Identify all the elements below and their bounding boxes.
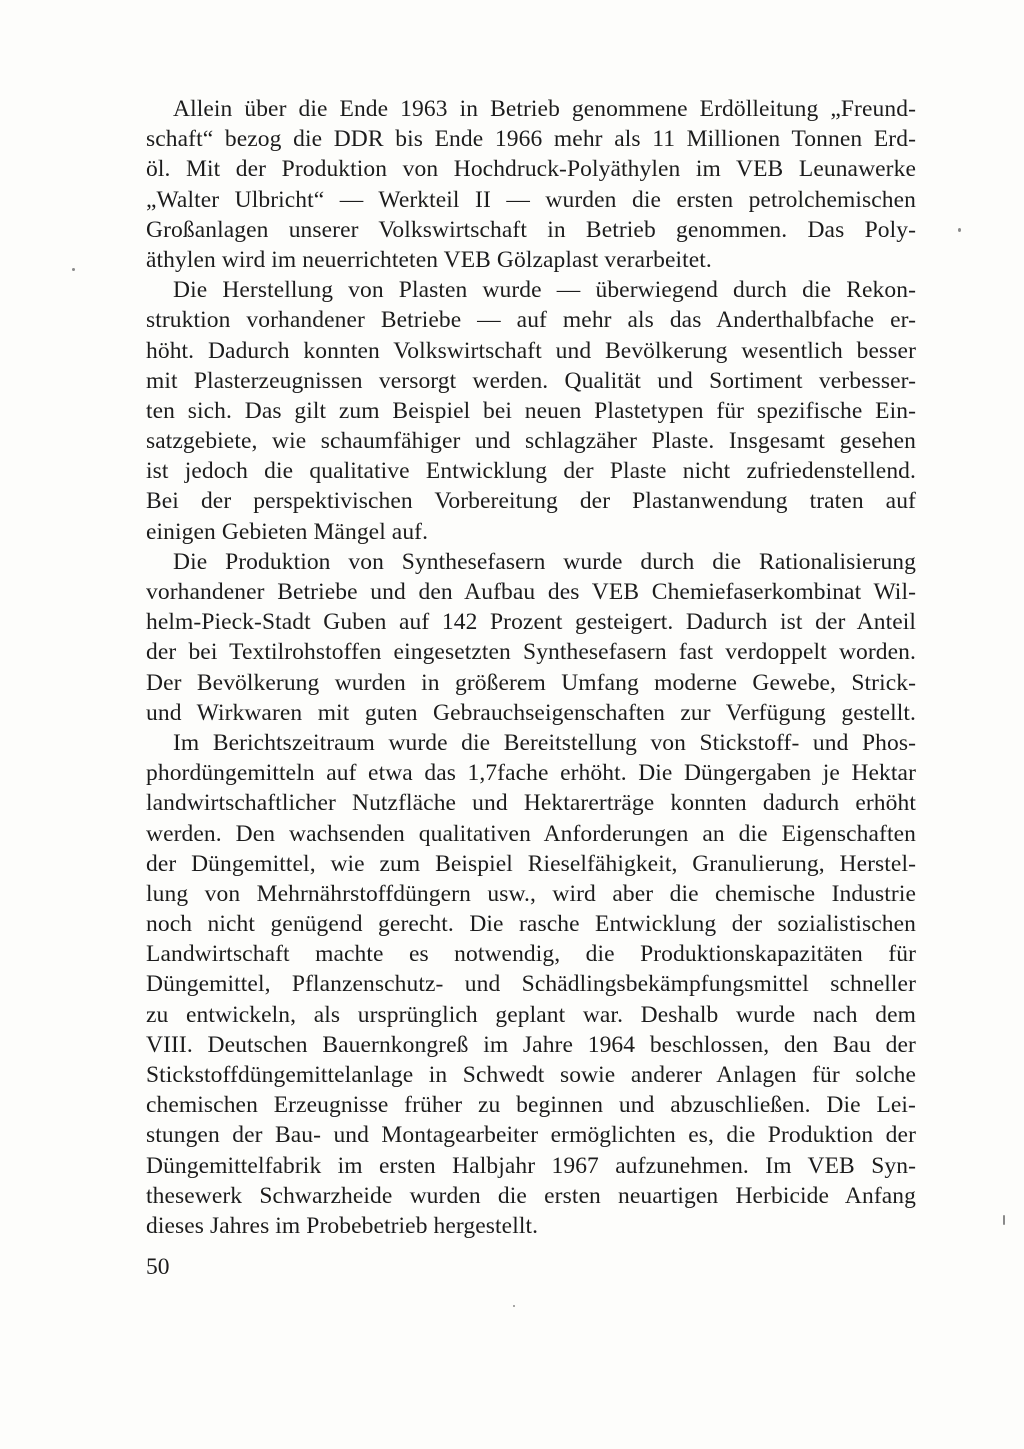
text-line: helm-Pieck-Stadt Guben auf 142 Prozent gesteigert. Dadurch ist der Anteil (146, 609, 916, 636)
text-line: Allein über die Ende 1963 in Betrieb genommene Erdölleitung „Freund- (173, 96, 916, 122)
text-line: schaft“ bezog die DDR bis Ende 1966 mehr als 11 Millionen Tonnen Erd- (146, 126, 916, 153)
text-line: höht. Dadurch konnten Volkswirtschaft und Bevölkerung wesentlich besser (146, 337, 916, 364)
paragraph-4 (146, 728, 916, 1241)
text-line: „Walter Ulbricht“ — Werkteil II — wurden die ersten petrolchemischen (146, 186, 916, 213)
text-line: Im Berichtszeitraum wurde die Bereitstellung von Stickstoff- und Phos- (173, 729, 916, 756)
text-line: der bei Textilrohstoffen eingesetzten Synthesefasern fast verdoppelt worden. (146, 639, 916, 666)
scan-speck (513, 1305, 515, 1307)
text-line: VIII. Deutschen Bauernkongreß im Jahre 1964 beschlossen, den Bau der (146, 1031, 916, 1058)
text-line: Düngemittelfabrik im ersten Halbjahr 1967 aufzunehmen. Im VEB Syn- (146, 1152, 916, 1179)
text-line: struktion vorhandener Betriebe — auf mehr als das Anderthalbfache er- (146, 307, 916, 334)
text-line: Bei der perspektivischen Vorbereitung der Plastanwendung traten auf (146, 488, 916, 515)
text-line: vorhandener Betriebe und den Aufbau des VEB Chemiefaserkombinat Wil- (146, 579, 916, 605)
paragraph-1 (146, 94, 916, 275)
text-line: Großanlagen unserer Volkswirtschaft in Betrieb genommen. Das Poly- (146, 216, 916, 243)
text-line: ten sich. Das gilt zum Beispiel bei neuen Plastetypen für spezifische Ein- (146, 397, 916, 424)
text-line: phordüngemitteln auf etwa das 1,7fache erhöht. Die Düngergaben je Hektar (146, 760, 916, 787)
text-line: satzgebiete, wie schaumfähiger und schlagzäher Plaste. Insgesamt gesehen (146, 428, 916, 455)
scan-speck (958, 228, 961, 232)
scan-speck (1003, 1215, 1005, 1225)
text-line: Düngemittel, Pflanzenschutz- und Schädlingsbekämpfungsmittel schneller (146, 971, 916, 998)
text-line: Die Herstellung von Plasten wurde — überwiegend durch die Rekon- (173, 277, 916, 304)
text-line: chemischen Erzeugnisse früher zu beginnen und abzuschließen. Die Lei- (146, 1092, 916, 1119)
text-line: thesewerk Schwarzheide wurden die ersten neuartigen Herbicide Anfang (146, 1182, 916, 1209)
text-line: noch nicht genügend gerecht. Die rasche Entwicklung der sozialistischen (146, 911, 916, 938)
text-line: äthylen wird im neuerrichteten VEB Gölzaplast verarbeitet. (146, 246, 712, 273)
text-line: werden. Den wachsenden qualitativen Anforderungen an die Eigenschaften (146, 820, 916, 847)
body-text (146, 94, 916, 1241)
paragraph-2 (146, 275, 916, 547)
scan-speck (72, 268, 75, 271)
text-line: landwirtschaftlicher Nutzfläche und Hektarerträge konnten dadurch erhöht (146, 790, 916, 817)
paragraph-3 (146, 547, 916, 728)
text-line: stungen der Bau- und Montagearbeiter ermöglichten es, die Produktion der (146, 1122, 916, 1149)
text-line: Der Bevölkerung wurden in größerem Umfang moderne Gewebe, Strick- (146, 669, 916, 696)
text-line: Landwirtschaft machte es notwendig, die Produktionskapazitäten für (146, 941, 916, 968)
text-line: einigen Gebieten Mängel auf. (146, 518, 429, 545)
text-line: Die Produktion von Synthesefasern wurde durch die Rationalisierung (173, 548, 916, 575)
text-line: dieses Jahres im Probebetrieb hergestellt. (146, 1212, 539, 1239)
text-line: lung von Mehrnährstoffdüngern usw., wird aber die chemische Industrie (146, 880, 916, 907)
text-line: Stickstoffdüngemittelanlage in Schwedt sowie anderer Anlagen für solche (146, 1062, 916, 1088)
text-line: der Düngemittel, wie zum Beispiel Rieselfähigkeit, Granulierung, Herstel- (146, 850, 916, 877)
text-line: mit Plasterzeugnissen versorgt werden. Qualität und Sortiment verbesser- (146, 367, 916, 394)
page-number: 50 (146, 1254, 170, 1280)
text-line: ist jedoch die qualitative Entwicklung der Plaste nicht zufriedenstellend. (146, 458, 916, 485)
text-line: und Wirkwaren mit guten Gebrauchseigenschaften zur Verfügung gestellt. (146, 699, 916, 726)
text-line: zu entwickeln, als ursprünglich geplant war. Deshalb wurde nach dem (146, 1001, 916, 1028)
text-line: öl. Mit der Produktion von Hochdruck-Polyäthylen im VEB Leunawerke (146, 156, 916, 183)
